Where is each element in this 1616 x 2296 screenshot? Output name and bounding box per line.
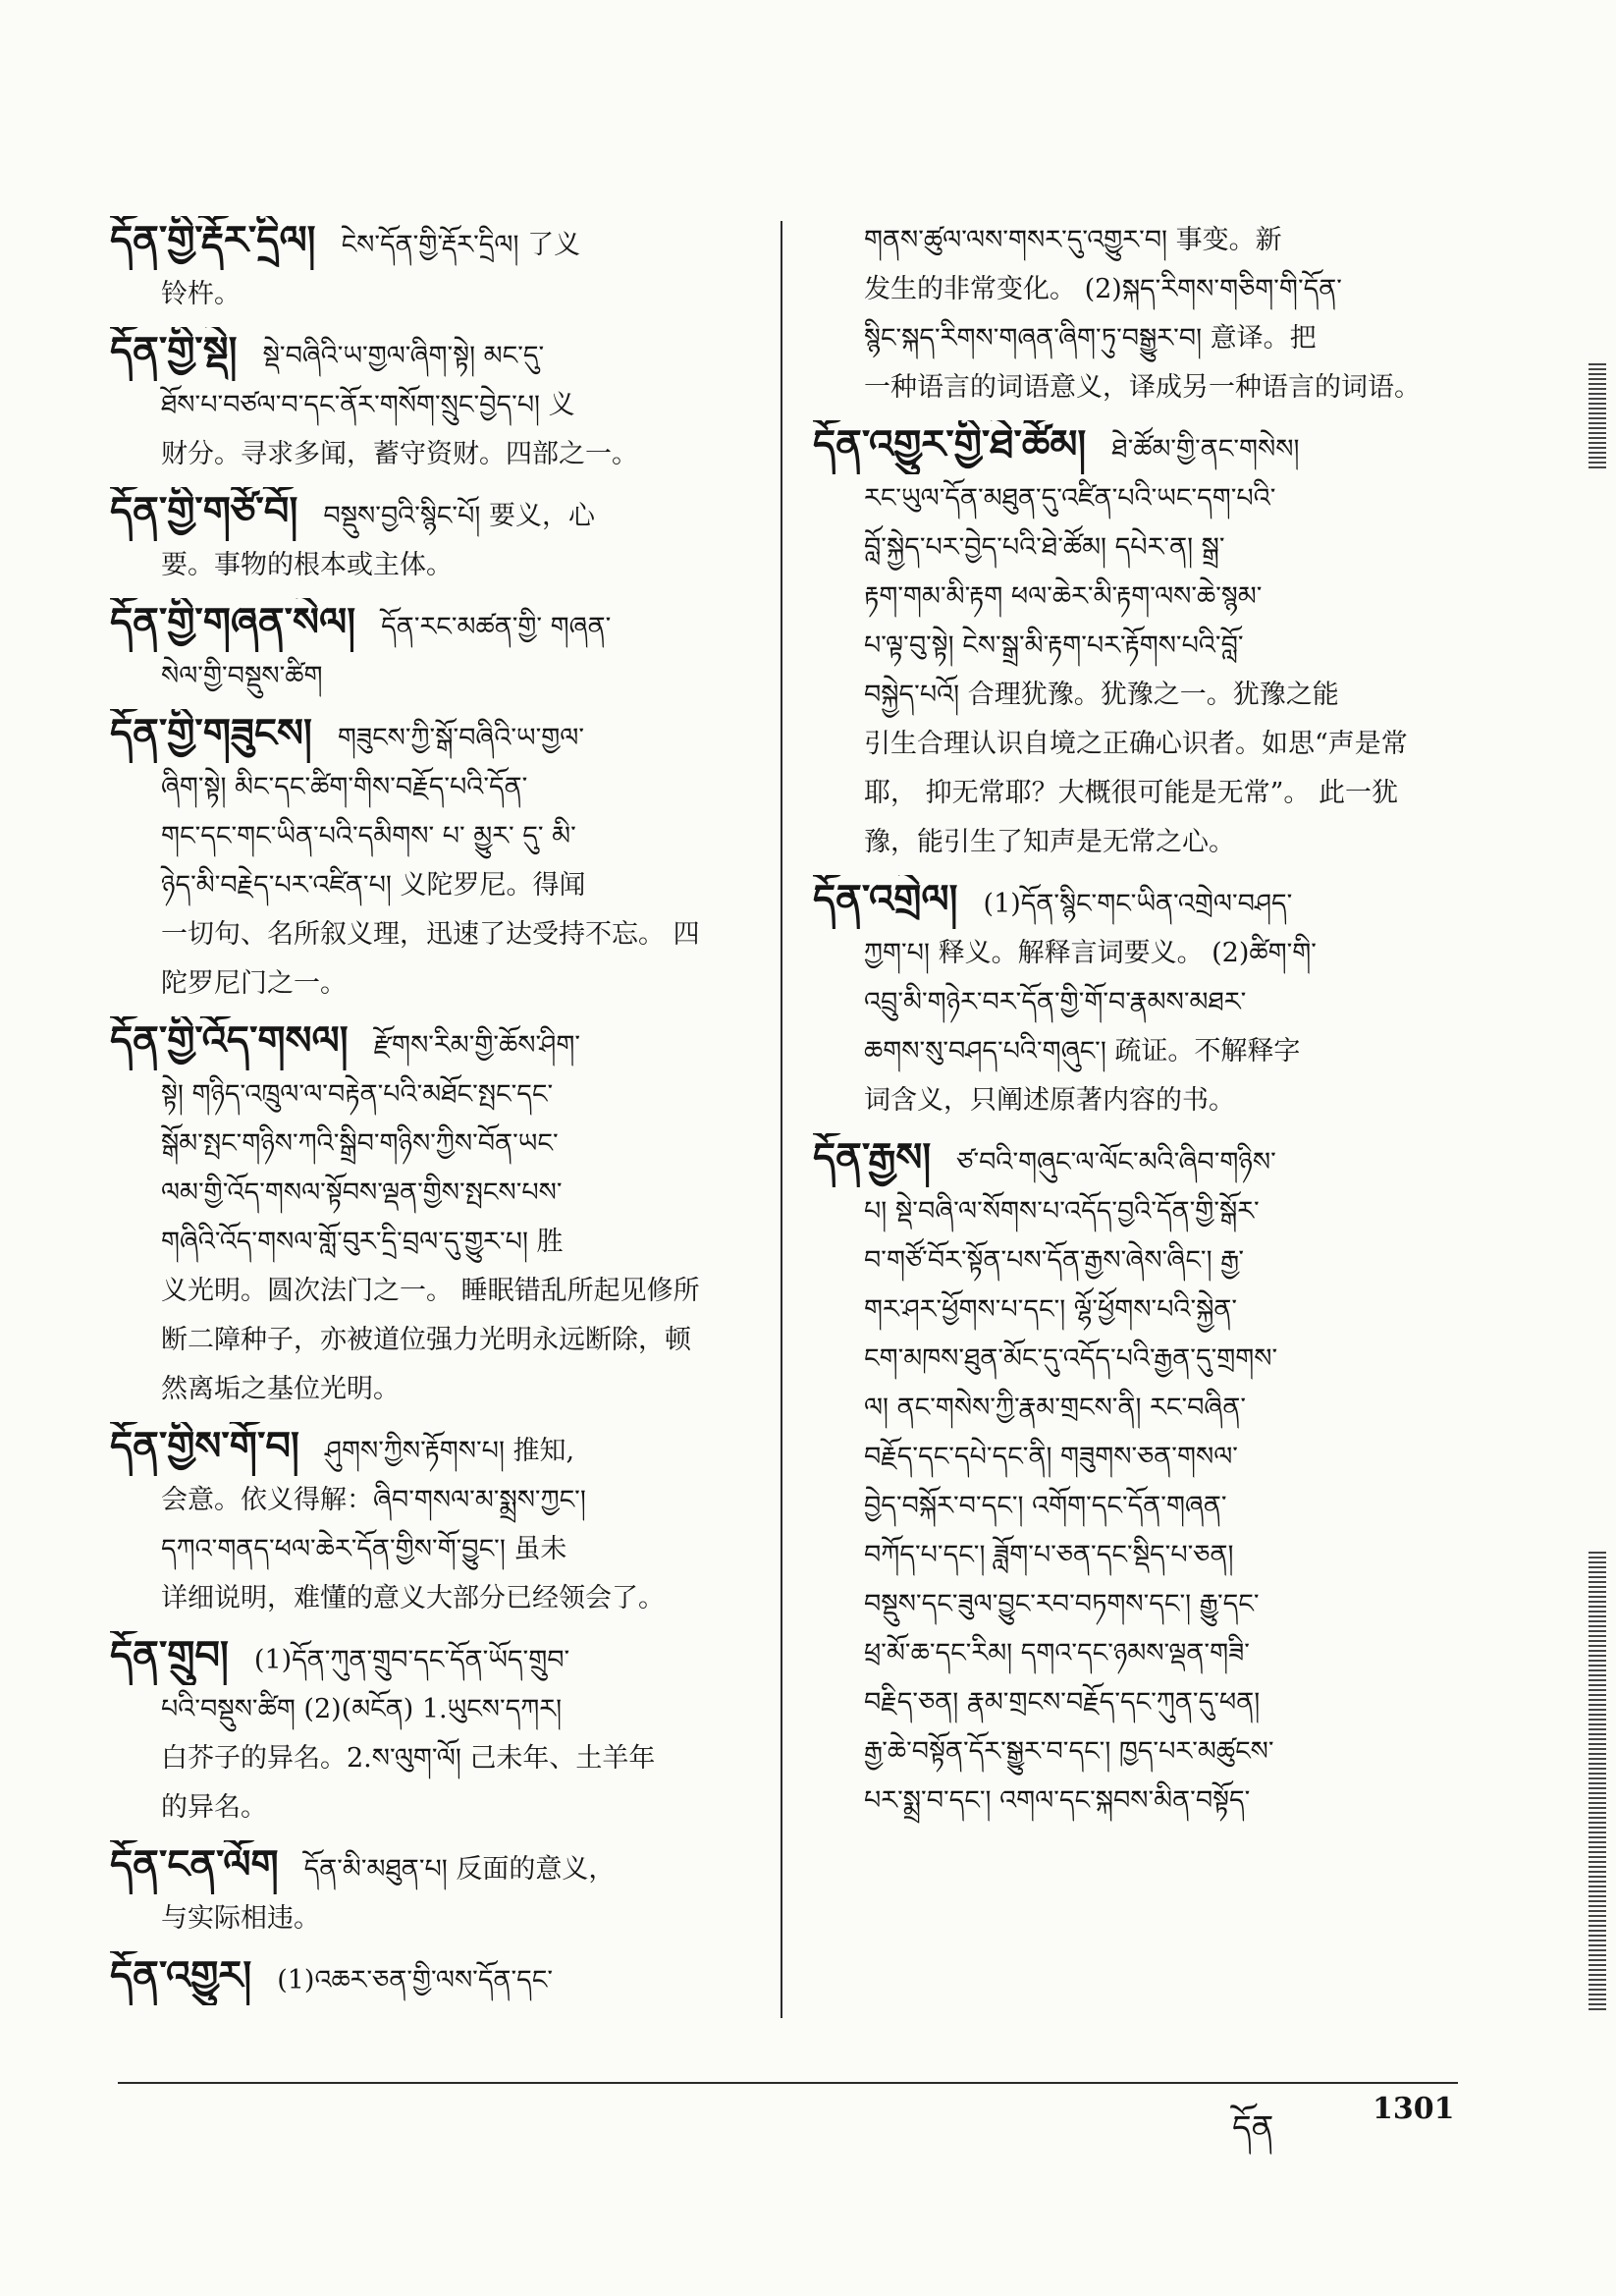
entry-line: [110, 1951, 754, 2005]
entry-line: [110, 430, 754, 479]
definition-text: ཆགས་སུ་བཤད་པའི་གཞུང་། 疏证。不解释字: [864, 1036, 1301, 1066]
running-head: དོན: [1232, 2108, 1274, 2148]
definition-text: པ། སྡེ་བཞི་ལ་སོགས་པ་འདོད་བྱའི་དོན་གྱི་སྒོར་: [864, 1196, 1260, 1227]
definition-text: ངག་མཁས་ཐུན་མོང་དུ་འདོད་པའི་རྒྱན་དུ་གྲགས་: [864, 1343, 1278, 1374]
definition-text: པར་སྨྲ་བ་དང་། འགལ་དང་སྐབས་མིན་བསྟོད་: [864, 1785, 1251, 1816]
entry-line: [110, 861, 754, 910]
definition-text: (1)དོན་སྙིང་གང་ཡིན་འགྲེལ་བཤད་: [983, 889, 1293, 919]
definition-text: ལ། ནང་གསེས་ཀྱི་རྣམ་གྲངས་ནི། རང་བཞིན་: [864, 1393, 1247, 1423]
definition-text: 白芥子的异名。2.ས་ལུག་ལོ། 己未年、土羊年: [161, 1743, 656, 1774]
entry-line: [813, 216, 1461, 265]
entry-line: [110, 1169, 754, 1218]
entry-line: [813, 314, 1461, 363]
definition-text: 断二障种子，亦被道位强力光明永远断除，顿: [161, 1325, 691, 1355]
definition-text: སྟེ། གཉིད་འཁྲུལ་ལ་བརྟེན་པའི་མཐོང་སྤང་དང་: [161, 1079, 554, 1110]
definition-text: 财分。寻求多闻，蓄守资财。四部之一。: [161, 439, 638, 469]
footer-rule: [118, 2082, 1458, 2084]
entry-line: [110, 1894, 754, 1943]
entry-line: [110, 812, 754, 861]
definition-text: 要。事物的根本或主体。: [161, 550, 453, 580]
definition-text: དཀའ་གནད་ཕལ་ཆེར་དོན་གྱིས་གོ་བྱུང་། 虽未: [161, 1534, 567, 1564]
dictionary-entry: [110, 327, 754, 479]
entry-line: [110, 1840, 754, 1894]
definition-text: གར་ཤར་ཕྱོགས་པ་དང་། ལྷོ་ཕྱོགས་པའི་སྐྱེན་: [864, 1294, 1238, 1325]
entry-line: [110, 1422, 754, 1476]
definition-text: ལམ་གྱི་འོད་གསལ་སྟོབས་ལྡན་གྱིས་སྤངས་པས་: [161, 1177, 563, 1208]
dictionary-entry: [110, 1422, 754, 1623]
dictionary-entry: [110, 709, 754, 1009]
dictionary-entry: [110, 1951, 754, 2005]
definition-text: གང་དང་གང་ཡིན་པའི་དམིགས་ པ་ མྱུར་ དུ་ མི་: [161, 821, 576, 851]
left-column: [110, 216, 754, 2023]
definition-text: འབྲུ་མི་གཉེར་བར་དོན་གྱི་གོ་བ་རྣམས་མཐར་: [864, 987, 1247, 1017]
definition-text: 一种语言的词语意义，译成另一种语言的词语。: [864, 372, 1421, 403]
entry-line: [110, 1685, 754, 1734]
definition-text: རྒྱ་ཆེ་བསྟོན་དོར་སྒྱུར་བ་དང་། ཁྱད་པར་མཚུངས་: [864, 1736, 1274, 1767]
definition-text: བརྗིད་ཅན། རྣམ་གྲངས་བརྗོད་དང་ཀུན་དུ་ཕན།: [864, 1687, 1261, 1718]
definition-text: 豫，能引生了知声是无常之心。: [864, 827, 1235, 857]
definition-text: རྫོགས་རིམ་གྱི་ཆོས་ཤིག་: [373, 1030, 581, 1061]
headword: དོན་གྱི་གཞན་སེལ།: [110, 599, 356, 645]
headword: དོན་རྒྱས།: [813, 1134, 932, 1180]
column-divider: [781, 221, 782, 2018]
entry-line: [813, 363, 1461, 412]
definition-text: 与实际相违。: [161, 1903, 320, 1934]
entry-line: [813, 1433, 1461, 1482]
definition-text: ཀྱག་པ། 释义。解释言词要义。 (2)ཚིག་གི་: [864, 938, 1317, 968]
definition-text: རང་ཡུལ་དོན་མཐུན་དུ་འཛིན་པའི་ཡང་དག་པའི་: [864, 483, 1276, 514]
entry-line: [110, 1734, 754, 1783]
definition-text: ཙ་བའི་གཞུང་ལ་ལོང་མའི་ཞིབ་གཉིས་: [956, 1147, 1276, 1177]
definition-text: 引生合理认识自境之正确心识者。如思“声是常: [864, 729, 1408, 759]
headword: དོན་གྱི་འོད་གསལ།: [110, 1017, 349, 1064]
definition-text: བསྐྱེད་པའོ། 合理犹豫。犹豫之一。犹豫之能: [864, 680, 1339, 710]
definition-text: བསྡུས་དང་ཟུལ་བྱུང་རབ་བཏགས་དང་། རྒྱུ་དང་: [864, 1589, 1260, 1619]
dictionary-entry: [110, 216, 754, 319]
entry-line: [110, 1070, 754, 1120]
definition-text: གནས་ཚུལ་ལས་གསར་དུ་འགྱུར་བ། 事变。新: [864, 225, 1282, 255]
definition-text: ཐོས་པ་བཙལ་བ་དང་ནོར་གསོག་སྲུང་བྱེད་པ། 义: [161, 390, 575, 420]
scan-margin-marks: [1587, 344, 1616, 2013]
entry-line: [813, 1531, 1461, 1580]
entry-line: [110, 216, 754, 270]
entry-line: [110, 541, 754, 590]
entry-line: [110, 270, 754, 319]
definition-text: 耶， 抑无常耶？大概很可能是无常”。 此一犹: [864, 778, 1398, 808]
entry-line: [813, 720, 1461, 769]
dictionary-entry: [813, 420, 1461, 867]
definition-text: 的异名。: [161, 1792, 267, 1823]
entry-line: [110, 327, 754, 381]
entry-line: [110, 1120, 754, 1169]
definition-text: ངེས་དོན་གྱི་རྡོར་དྲིལ། 了义: [341, 230, 581, 260]
entry-line: [813, 1482, 1461, 1531]
entry-line: [110, 1525, 754, 1574]
definition-text: 义光明。圆次法门之一。 睡眠错乱所起见修所: [161, 1276, 700, 1306]
entry-line: [813, 1580, 1461, 1629]
dictionary-entry: [110, 487, 754, 590]
entry-line: [813, 1236, 1461, 1285]
entry-line: [813, 769, 1461, 818]
entry-line: [813, 420, 1461, 474]
definition-text: 铃杵。: [161, 279, 241, 309]
entry-line: [813, 1629, 1461, 1678]
entry-line: [813, 1678, 1461, 1727]
headword: དོན་གྱི་སྡེ།: [110, 328, 238, 374]
definition-text: 然离垢之基位光明。: [161, 1374, 400, 1404]
entry-line: [813, 622, 1461, 671]
entry-line: [813, 1777, 1461, 1826]
dictionary-entry: [110, 1631, 754, 1832]
entry-line: [110, 959, 754, 1009]
definition-text: དོན་མི་མཐུན་པ། 反面的意义，: [303, 1854, 616, 1885]
entry-line: [110, 1218, 754, 1267]
entry-line: [110, 763, 754, 812]
entry-line: [110, 381, 754, 430]
entry-line: [110, 652, 754, 701]
dictionary-entry: [110, 1016, 754, 1414]
entry-line: [813, 1076, 1461, 1125]
page-number: 1301: [1373, 2092, 1455, 2126]
entry-line: [110, 1016, 754, 1070]
entry-line: [813, 875, 1461, 929]
definition-text: པ་ལྟ་བུ་སྟེ། ངེས་སྒྲ་མི་རྟག་པར་རྟོགས་པའི་བློ་: [864, 630, 1244, 661]
definition-text: (1)འཆར་ཅན་གྱི་ལས་དོན་དང་: [277, 1965, 554, 1995]
headword: དོན་གྱི་གཟུངས།: [110, 710, 312, 756]
definition-text: སེལ་གྱི་བསྡུས་ཚིག: [161, 661, 323, 691]
headword: དོན་འགྲེལ།: [813, 876, 958, 922]
entry-line: [110, 1365, 754, 1414]
entry-line: [110, 1783, 754, 1832]
definition-text: བཀོད་པ་དང་། ཟློག་པ་ཅན་དང་སྡིད་པ་ཅན།: [864, 1540, 1234, 1570]
definition-text: བློ་སྐྱེད་པར་བྱེད་པའི་ཐེ་ཚོམ། དཔེར་ན། སྒྲ་: [864, 532, 1225, 563]
entry-line: [110, 487, 754, 541]
right-column: [813, 216, 1461, 2023]
entry-line: [813, 671, 1461, 720]
definition-text: གཟུངས་ཀྱི་སྒོ་བཞིའི་ཡ་གྱལ་: [337, 723, 584, 753]
headword: དོན་གྱི་རྡོར་དྲིལ།: [110, 217, 316, 263]
entry-line: [110, 1574, 754, 1623]
entry-line: [813, 1187, 1461, 1236]
definition-text: 详细说明，难懂的意义大部分已经领会了。: [161, 1583, 665, 1613]
definition-text: བ་གཙོ་བོར་སྟོན་པས་དོན་རྒྱས་ཞེས་ཞིང་། རྒྱ་: [864, 1245, 1245, 1276]
entry-line: [813, 1133, 1461, 1187]
definition-text: ཐེ་ཚོམ་གྱི་ནང་གསེས།: [1111, 434, 1300, 465]
definition-text: ཕྲ་མོ་ཆ་དང་རིམ། དགའ་དང་ཉམས་ལྡན་གཟི་: [864, 1638, 1250, 1668]
entry-line: [813, 1384, 1461, 1433]
entry-line: [110, 1476, 754, 1525]
headword: དོན་གྱིས་གོ་བ།: [110, 1423, 299, 1469]
definition-text: 会意。依义得解：ཞིབ་གསལ་མ་སྨྲས་ཀྱང་།: [161, 1485, 586, 1515]
entry-line: [813, 523, 1461, 573]
headword: དོན་འགྱུར།: [110, 1952, 252, 1998]
definition-text: 陀罗尼门之一。: [161, 968, 347, 999]
definition-text: 一切句、名所叙义理，迅速了达受持不忘。 四: [161, 919, 700, 950]
entry-line: [813, 1285, 1461, 1335]
entry-line: [813, 978, 1461, 1027]
definition-text: བརྗོད་དང་དཔེ་དང་ནི། གཟུགས་ཅན་གསལ་: [864, 1442, 1238, 1472]
dictionary-entry: [813, 1133, 1461, 1826]
entry-line: [813, 474, 1461, 523]
definition-text: དོན་རང་མཚན་གྱི་ གཞན་: [381, 612, 612, 642]
dictionary-entry: [110, 1840, 754, 1943]
definition-text: ཤུགས་ཀྱིས་རྟོགས་པ། 推知,: [324, 1436, 575, 1466]
definition-text: སྙིང་སྐད་རིགས་གཞན་ཞིག་ཏུ་བསྒྱུར་བ། 意译。把: [864, 323, 1317, 354]
entry-line: [110, 1267, 754, 1316]
definition-text: (1)དོན་ཀུན་གྲུབ་དང་དོན་ཡོད་གྲུབ་: [253, 1645, 570, 1675]
definition-text: སྒོམ་སྤང་གཉིས་ཀའི་སྒྲིབ་གཉིས་ཀྱིས་བོན་ཡང་: [161, 1128, 559, 1159]
dictionary-entry: [110, 598, 754, 701]
entry-line: [813, 1335, 1461, 1384]
entry-line: [813, 1727, 1461, 1777]
definition-text: སྡེ་བཞིའི་ཡ་གྱལ་ཞིག་སྟེ། མང་དུ་: [262, 341, 545, 371]
entry-line: [813, 929, 1461, 978]
headword: དོན་ངན་ལོག: [110, 1841, 279, 1887]
definition-text: པའི་བསྡུས་ཚིག (2)(མངོན) 1.ཡུངས་དཀར།: [161, 1694, 563, 1724]
entry-line: [110, 598, 754, 652]
dictionary-entry: [813, 875, 1461, 1125]
entry-line: [110, 1631, 754, 1685]
entry-line: [813, 265, 1461, 314]
entry-line: [110, 709, 754, 763]
definition-text: 发生的非常变化。 (2)སྐད་རིགས་གཅིག་གི་དོན་: [864, 274, 1342, 304]
entry-line: [813, 1027, 1461, 1076]
definition-text: བསྡུས་བྱའི་སྙིང་པོ། 要义，心: [323, 501, 595, 531]
definition-text: རྟག་གམ་མི་རྟག ཕལ་ཆེར་མི་རྟག་ལས་ཆེ་སྙམ་: [864, 581, 1263, 612]
entry-line: [813, 573, 1461, 622]
headword: དོན་འགྱུར་གྱི་ཐེ་ཚོམ།: [813, 421, 1087, 467]
entry-line: [813, 818, 1461, 867]
dictionary-entry: [813, 216, 1461, 412]
headword: དོན་གྲུབ།: [110, 1632, 229, 1678]
definition-text: གཞིའི་འོད་གསལ་གློ་བུར་དྲི་བྲལ་དུ་གྱུར་པ། 胜: [161, 1227, 564, 1257]
definition-text: 词含义，只阐述原著内容的书。: [864, 1085, 1235, 1116]
entry-line: [110, 910, 754, 959]
definition-text: ཞིག་སྟེ། མིང་དང་ཚིག་གིས་བརྗོད་པའི་དོན་: [161, 772, 528, 802]
definition-text: ཉེད་མི་བརྗེད་པར་འཛིན་པ། 义陀罗尼。得闻: [161, 870, 586, 901]
headword: དོན་གྱི་གཙོ་བོ།: [110, 488, 298, 534]
definition-text: བྱེད་བསྐོར་བ་དང་། འགོག་དང་དོན་གཞན་: [864, 1491, 1227, 1521]
entry-line: [110, 1316, 754, 1365]
